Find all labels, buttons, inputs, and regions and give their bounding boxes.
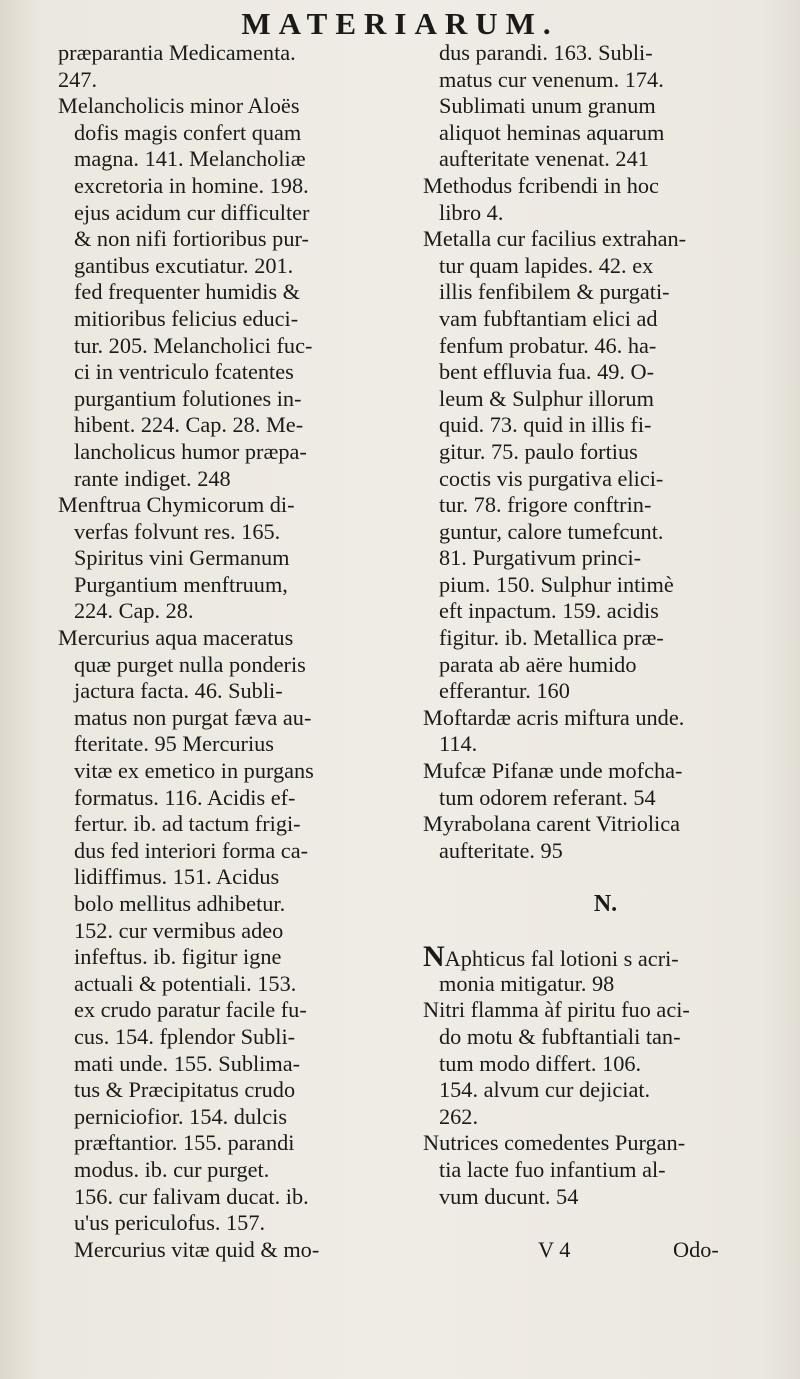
index-line: ejus acidum cur difficulter — [74, 199, 310, 225]
index-line: jactura facta. 46. Subli- — [74, 678, 283, 704]
index-line: formatus. 116. Acidis ef- — [74, 784, 296, 810]
index-line: modus. ib. cur purget. — [74, 1156, 270, 1182]
index-line: mati unde. 155. Sublima- — [74, 1050, 301, 1076]
index-line: matus non purgat fæva au- — [74, 704, 312, 730]
index-line: gantibus excutiatur. 201. — [74, 252, 294, 278]
index-line: 262. — [439, 1103, 479, 1129]
index-line: Mufcæ Pifanæ unde mofcha- — [423, 758, 683, 784]
index-line: vam fubftantiam elici ad — [439, 305, 658, 331]
index-line: pium. 150. Sulphur intimè — [439, 571, 674, 597]
index-line: tur. 78. frigore conftrin- — [439, 492, 652, 518]
index-line: præftantior. 155. parandi — [74, 1130, 295, 1156]
index-line: fertur. ib. ad tactum frigi- — [74, 811, 301, 837]
index-line: rante indiget. 248 — [74, 465, 231, 491]
index-line: Moftardæ acris miftura unde. — [423, 704, 685, 730]
index-line: Menftrua Chymicorum di- — [58, 492, 295, 518]
index-line: Metalla cur facilius extrahan- — [423, 226, 687, 252]
index-line: purgantium folutiones in- — [74, 385, 302, 411]
index-line: ex crudo paratur facile fu- — [74, 997, 307, 1023]
index-line: lidiffimus. 151. Acidus — [74, 864, 280, 890]
index-line: fteritate. 95 Mercurius — [74, 731, 274, 757]
index-line: fenfum probatur. 46. ha- — [439, 332, 657, 358]
index-line: 247. — [58, 66, 98, 92]
index-line: Melancholicis minor Aloës — [58, 93, 300, 119]
index-line: matus cur venenum. 174. — [439, 66, 664, 92]
index-line: coctis vis purgativa elici- — [439, 465, 664, 491]
index-line: tur. 205. Melancholici fuc- — [74, 332, 313, 358]
index-line: Mercurius aqua maceratus — [58, 625, 294, 651]
index-line: monia mitigatur. 98 — [439, 970, 615, 996]
signature-mark: V 4 — [538, 1236, 571, 1262]
index-line: Nutrices comedentes Purgan- — [423, 1130, 686, 1156]
section-letter: N. — [593, 891, 618, 917]
index-line: leum & Sulphur illorum — [439, 385, 654, 411]
index-line: quæ purget nulla ponderis — [74, 651, 306, 677]
index-line: tus & Præcipitatus crudo — [74, 1077, 296, 1103]
index-line: perniciofior. 154. dulcis — [74, 1103, 288, 1129]
drop-cap: N — [423, 940, 445, 974]
index-line: tia lacte fuo infantium al- — [439, 1156, 666, 1182]
index-line: Purgantium menftruum, — [74, 571, 288, 597]
index-line: libro 4. — [439, 199, 504, 225]
index-line: dus fed interiori forma ca- — [74, 837, 309, 863]
index-line: parata ab aëre humido — [439, 651, 637, 677]
index-line: guntur, calore tumefcunt. — [439, 518, 664, 544]
index-line: Myrabolana carent Vitriolica — [423, 811, 681, 837]
index-line: 114. — [439, 731, 478, 757]
index-line: aliquot heminas aquarum — [439, 119, 665, 145]
index-line: eft inpactum. 159. acidis — [439, 598, 659, 624]
index-line: bolo mellitus adhibetur. — [74, 891, 286, 916]
page-footer — [423, 1237, 788, 1264]
index-line: Methodus fcribendi in hoc — [423, 172, 659, 198]
index-line: 81. Purgativum princi- — [439, 545, 642, 571]
spacer — [423, 918, 788, 945]
index-line: vum ducunt. 54 — [439, 1183, 579, 1209]
index-line: Sublimati unum granum — [439, 93, 656, 119]
index-line: 156. cur falivam ducat. ib. — [74, 1183, 309, 1209]
index-line: 152. cur vermibus adeo — [74, 917, 284, 943]
index-line: magna. 141. Melancholiæ — [74, 146, 306, 172]
index-line: ci in ventriculo fcatentes — [74, 359, 294, 385]
index-line: u'us periculofus. 157. — [74, 1210, 266, 1236]
index-line: aufteritate. 95 — [439, 837, 563, 863]
right-column — [423, 40, 788, 1263]
index-line: dus parandi. 163. Subli- — [439, 40, 653, 65]
index-line: fed frequenter humidis & — [74, 279, 300, 305]
index-line — [423, 940, 788, 974]
index-line: actuali & potentiali. 153. — [74, 970, 297, 996]
index-line: dofis magis confert quam — [74, 119, 302, 145]
index-line: verfas folvunt res. 165. — [74, 518, 281, 544]
index-line: Mercurius vitæ quid & mo- — [74, 1236, 320, 1262]
index-line: 224. Cap. 28. — [74, 598, 194, 624]
index-line: lancholicus humor præpa- — [74, 438, 307, 464]
index-line: figitur. ib. Metallica præ- — [439, 625, 664, 651]
catchword: Odo- — [673, 1236, 719, 1262]
index-line: do motu & fubftantiali tan- — [439, 1023, 681, 1049]
index-line: 154. alvum cur dejiciat. — [439, 1077, 651, 1103]
index-line: illis fenfibilem & purgati- — [439, 279, 670, 305]
index-line: excretoria in homine. 198. — [74, 172, 309, 198]
index-line: infeftus. ib. figitur igne — [74, 944, 282, 970]
spacer — [423, 1210, 788, 1237]
index-line: mitioribus felicius educi- — [74, 305, 299, 331]
index-line-text: Aphticus fal lotioni s acri- — [444, 946, 679, 972]
index-line: vitæ ex emetico in purgans — [74, 758, 314, 784]
index-line: bent effluvia fua. 49. O- — [439, 359, 655, 385]
index-line: gitur. 75. paulo fortius — [439, 438, 638, 464]
index-line: tur quam lapides. 42. ex — [439, 252, 654, 278]
index-line: Spiritus vini Germanum — [74, 545, 290, 571]
index-line: tum odorem referant. 54 — [439, 784, 656, 810]
index-line: cus. 154. fplendor Subli- — [74, 1023, 296, 1049]
spacer — [423, 864, 788, 891]
left-column — [58, 40, 408, 1263]
index-line: tum modo differt. 106. — [439, 1050, 642, 1076]
index-line: efferantur. 160 — [439, 678, 570, 704]
index-line: aufteritate venenat. 241 — [439, 146, 649, 172]
index-line: hibent. 224. Cap. 28. Me- — [74, 412, 304, 438]
index-line: quid. 73. quid in illis fi- — [439, 412, 652, 438]
index-line: Nitri flamma àf piritu fuo aci- — [423, 997, 690, 1023]
index-line: præparantia Medicamenta. — [58, 40, 296, 65]
index-line: & non nifi fortioribus pur- — [74, 226, 309, 252]
page-header: MATERIARUM. — [241, 6, 559, 41]
